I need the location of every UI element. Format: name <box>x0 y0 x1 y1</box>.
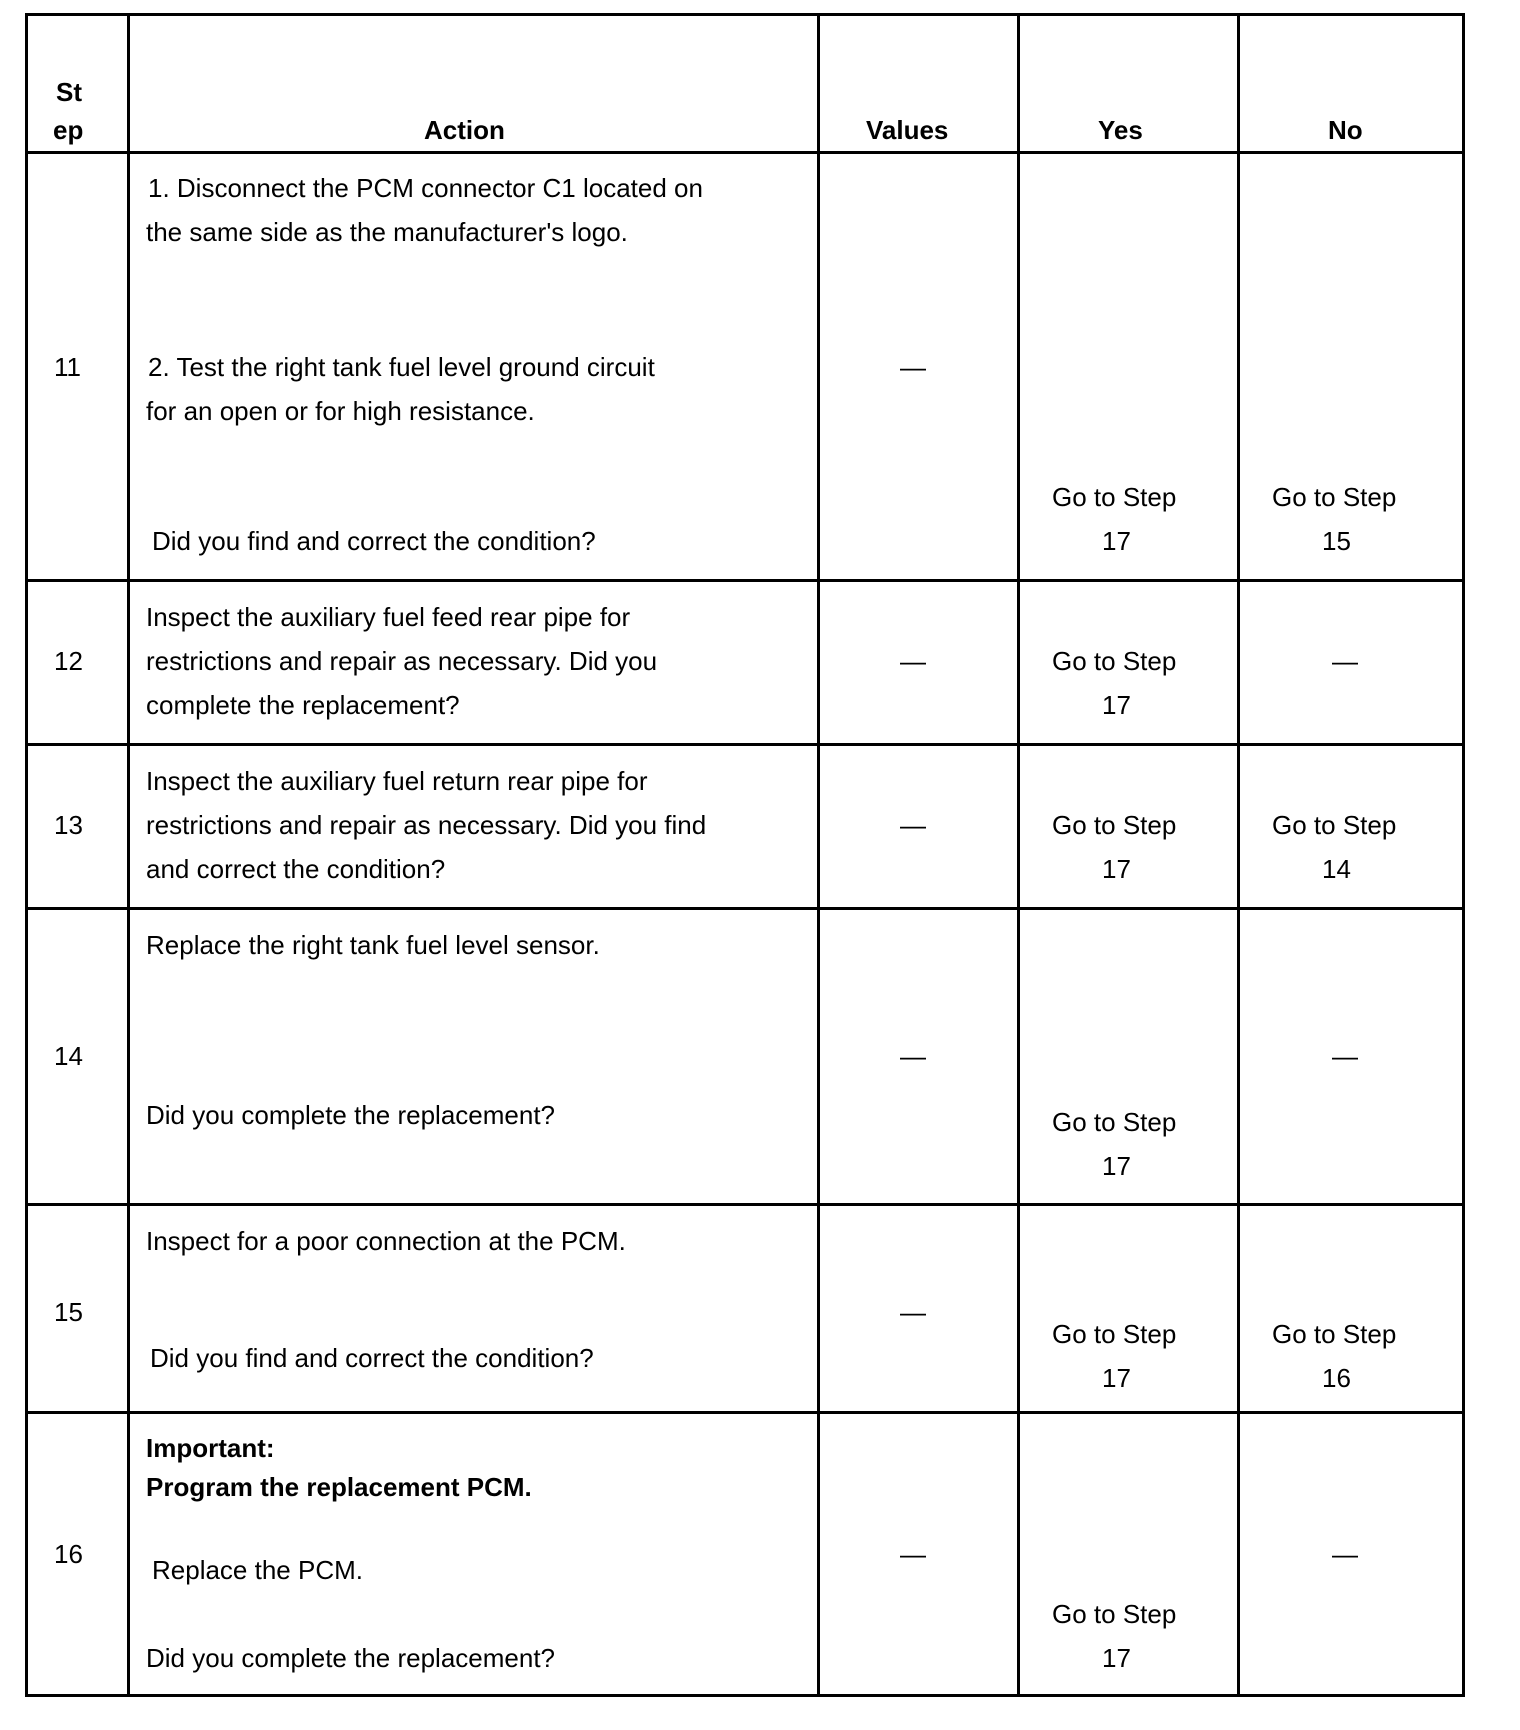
no-cell <box>1239 745 1464 909</box>
important-label: Important: <box>146 1433 275 1463</box>
no-goto-label: Go to Step <box>1272 810 1397 840</box>
yes-goto-step: 17 <box>1102 526 1131 556</box>
action-item1-line1: 1. Disconnect the PCM connector C1 located on <box>148 173 703 203</box>
step-number: 15 <box>54 1297 83 1327</box>
step-number: 12 <box>54 646 83 676</box>
values-cell <box>819 1205 1019 1413</box>
table-row <box>27 1205 1464 1413</box>
yes-goto-step: 17 <box>1102 1151 1131 1181</box>
no-cell <box>1239 581 1464 745</box>
yes-goto-step: 17 <box>1102 1363 1131 1393</box>
step-cell <box>27 1205 129 1413</box>
values-dash: — <box>900 646 926 676</box>
header-no-label: No <box>1328 115 1363 145</box>
yes-cell <box>1019 581 1239 745</box>
action-cell <box>129 153 819 581</box>
step-cell <box>27 1413 129 1696</box>
yes-goto-step: 17 <box>1102 854 1131 884</box>
header-no <box>1239 15 1464 153</box>
header-values-label: Values <box>866 115 949 145</box>
header-values <box>819 15 1019 153</box>
no-goto-step: 15 <box>1322 526 1351 556</box>
action-line1: Inspect the auxiliary fuel return rear pipe for <box>146 766 648 796</box>
table-row <box>27 745 1464 909</box>
yes-cell <box>1019 1205 1239 1413</box>
action-question: Did you find and correct the condition? <box>152 526 596 556</box>
values-dash: — <box>900 810 926 840</box>
yes-goto-label: Go to Step <box>1052 810 1177 840</box>
header-yes <box>1019 15 1239 153</box>
no-cell <box>1239 1205 1464 1413</box>
action-line3: complete the replacement? <box>146 690 460 720</box>
action-line1: Replace the PCM. <box>152 1555 363 1585</box>
values-cell <box>819 909 1019 1205</box>
action-cell <box>129 1205 819 1413</box>
action-question: Did you complete the replacement? <box>146 1100 556 1130</box>
no-dash: — <box>1332 1041 1358 1071</box>
no-cell <box>1239 153 1464 581</box>
header-yes-label: Yes <box>1098 115 1143 145</box>
no-cell <box>1239 909 1464 1205</box>
step-cell <box>27 153 129 581</box>
action-item2-line1: 2. Test the right tank fuel level ground circuit <box>148 352 655 382</box>
yes-cell <box>1019 909 1239 1205</box>
action-line2: restrictions and repair as necessary. Did you find <box>146 810 707 840</box>
action-cell <box>129 581 819 745</box>
values-cell <box>819 1413 1019 1696</box>
yes-goto-label: Go to Step <box>1052 1319 1177 1349</box>
yes-cell <box>1019 745 1239 909</box>
values-cell <box>819 581 1019 745</box>
action-line3: and correct the condition? <box>146 854 446 884</box>
yes-goto-label: Go to Step <box>1052 1599 1177 1629</box>
values-cell <box>819 745 1019 909</box>
yes-goto-label: Go to Step <box>1052 482 1177 512</box>
header-action-label: Action <box>424 115 505 145</box>
yes-cell <box>1019 1413 1239 1696</box>
no-dash: — <box>1332 646 1358 676</box>
step-cell <box>27 581 129 745</box>
action-line2: restrictions and repair as necessary. Did you <box>146 646 658 676</box>
action-line1: Inspect for a poor connection at the PCM. <box>146 1226 626 1256</box>
header-step-line2: ep <box>53 115 84 145</box>
no-dash: — <box>1332 1539 1358 1569</box>
yes-goto-step: 17 <box>1102 690 1131 720</box>
values-cell <box>819 153 1019 581</box>
values-dash: — <box>900 1539 926 1569</box>
table-row <box>27 153 1464 581</box>
step-number: 16 <box>54 1539 83 1569</box>
important-text: Program the replacement PCM. <box>146 1472 532 1502</box>
step-number: 14 <box>54 1041 83 1071</box>
step-number: 11 <box>54 352 81 382</box>
header-step <box>27 15 129 153</box>
no-goto-step: 16 <box>1322 1363 1351 1393</box>
action-question: Did you find and correct the condition? <box>150 1343 594 1373</box>
action-line1: Inspect the auxiliary fuel feed rear pipe for <box>146 602 631 632</box>
yes-goto-label: Go to Step <box>1052 646 1177 676</box>
header-row <box>27 15 1464 153</box>
header-action <box>129 15 819 153</box>
action-item2-line2: for an open or for high resistance. <box>146 396 535 426</box>
table-row <box>27 909 1464 1205</box>
yes-goto-label: Go to Step <box>1052 1107 1177 1137</box>
no-goto-step: 14 <box>1322 854 1351 884</box>
action-line1: Replace the right tank fuel level sensor. <box>146 930 600 960</box>
step-cell <box>27 745 129 909</box>
values-dash: — <box>900 1297 926 1327</box>
diagnostic-table <box>25 13 1465 1697</box>
values-dash: — <box>900 1041 926 1071</box>
action-cell <box>129 1413 819 1696</box>
no-cell <box>1239 1413 1464 1696</box>
step-number: 13 <box>54 810 83 840</box>
table-row <box>27 581 1464 745</box>
header-step-line1: St <box>56 77 82 107</box>
step-cell <box>27 909 129 1205</box>
yes-goto-step: 17 <box>1102 1643 1131 1673</box>
no-goto-label: Go to Step <box>1272 482 1397 512</box>
action-question: Did you complete the replacement? <box>146 1643 556 1673</box>
action-item1-line2: the same side as the manufacturer's logo. <box>146 217 628 247</box>
no-goto-label: Go to Step <box>1272 1319 1397 1349</box>
values-dash: — <box>900 352 926 382</box>
action-cell <box>129 909 819 1205</box>
table-row <box>27 1413 1464 1696</box>
yes-cell <box>1019 153 1239 581</box>
action-cell <box>129 745 819 909</box>
